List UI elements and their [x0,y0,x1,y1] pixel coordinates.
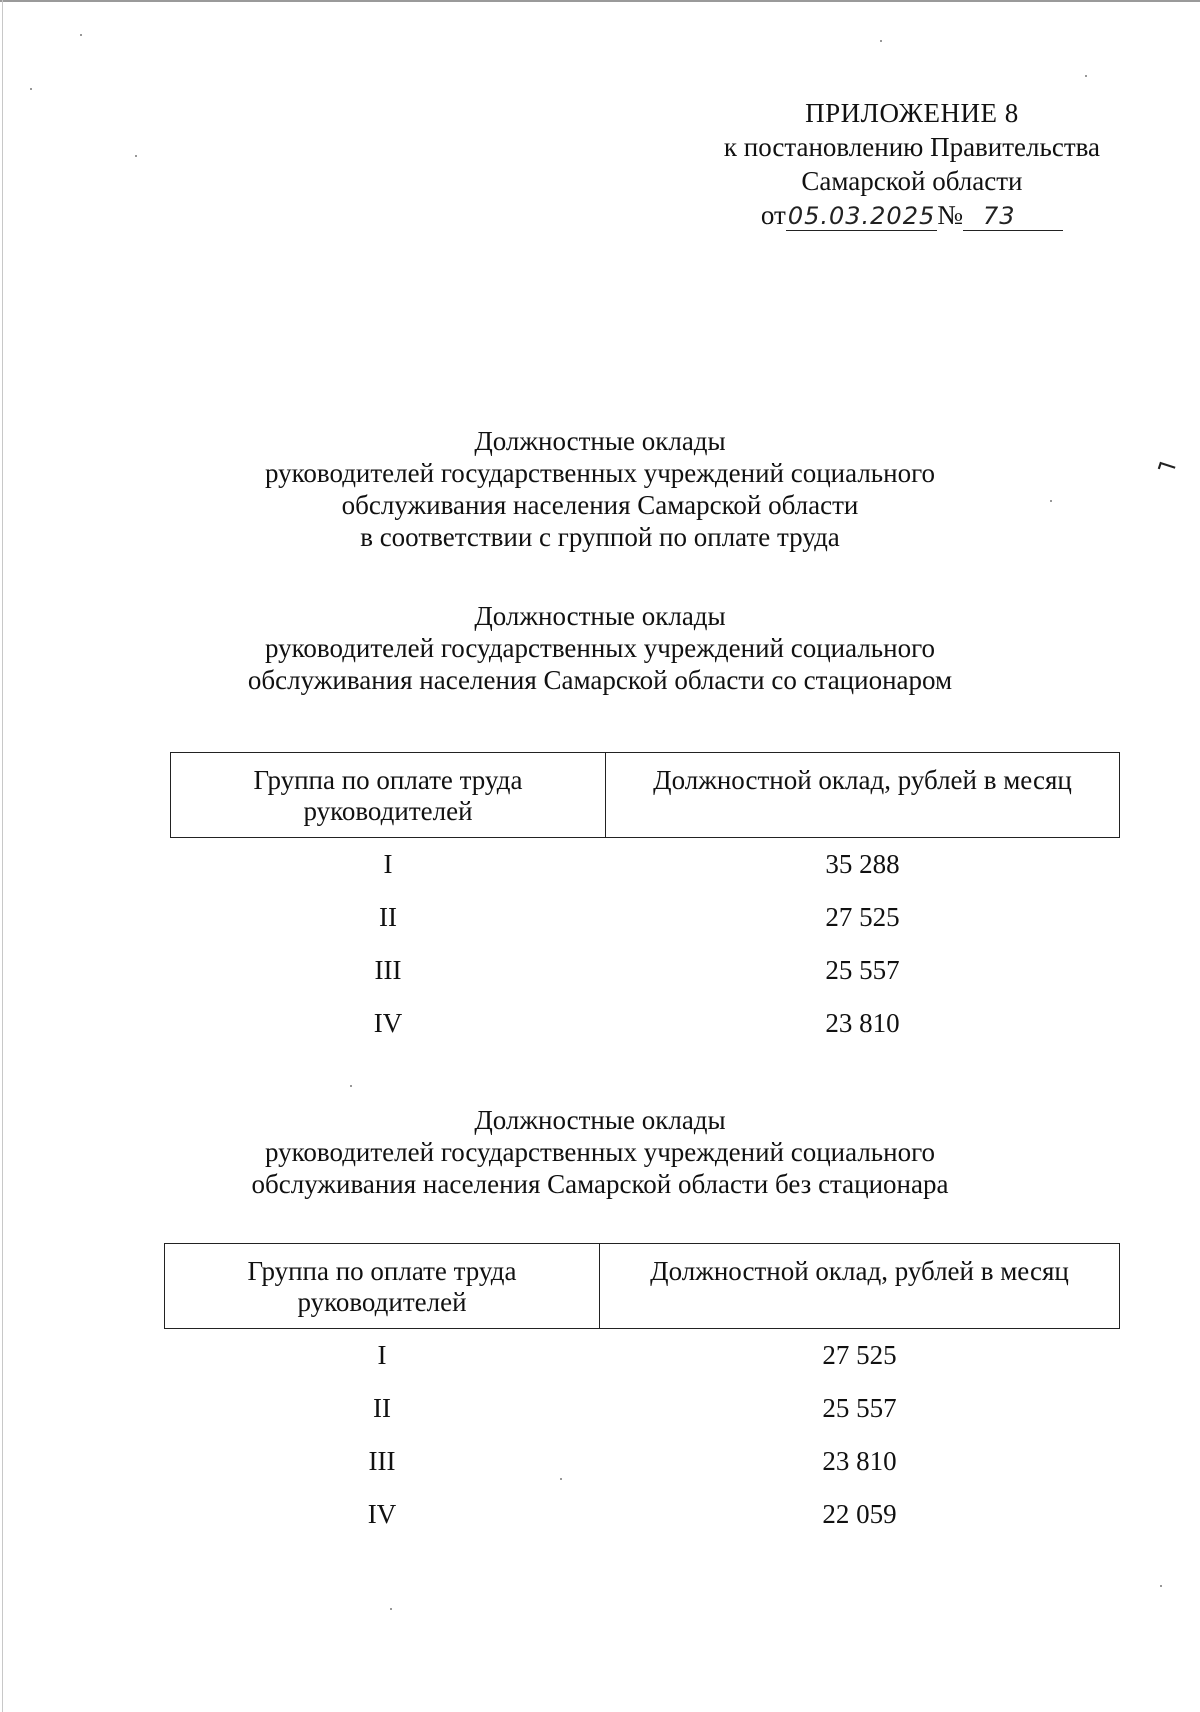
main-heading [0,425,1200,553]
main-heading-line-3: обслуживания населения Самарской области [341,490,859,520]
salary-table-without-inpatient [164,1243,1120,1541]
table-row [165,1488,1120,1541]
section2-heading-line-3: обслуживания населения Самарской области без стационара [251,1169,949,1199]
salary-cell: 25 557 [822,1393,897,1423]
scan-top-edge [0,0,1200,2]
column-header-group [165,1244,600,1329]
group-cell: I [383,849,393,879]
scan-speck [350,1085,352,1087]
column-header-salary: Должностной оклад, рублей в месяц [600,1244,1120,1329]
column-header-group-line-1: Группа по оплате труда [247,1256,517,1286]
scan-speck [1085,75,1087,77]
scan-speck [1160,1585,1162,1587]
appendix-line-region: Самарской области [801,166,1023,196]
section1-heading [0,600,1200,696]
scan-speck [80,34,82,36]
salary-cell: 22 059 [822,1499,897,1529]
table-row [171,944,1120,997]
main-heading-line-1: Должностные оклады [474,426,726,456]
group-cell: IV [367,1499,397,1529]
column-header-group-line-2: руководителей [297,1287,467,1317]
group-cell: IV [373,1008,403,1038]
salary-cell: 25 557 [825,955,900,985]
number-sign: № [937,200,963,230]
scan-speck [390,1608,392,1610]
scan-speck [30,88,32,90]
table-row [165,1329,1120,1383]
group-cell: III [374,955,402,985]
scan-speck [560,1478,562,1480]
section1-heading-line-2: руководителей государственных учреждений социального [265,633,935,663]
appendix-line-resolution: к постановлению Правительства [723,132,1100,162]
scan-speck [1050,500,1052,502]
salary-cell: 23 810 [822,1446,897,1476]
appendix-header [724,96,1100,232]
section2-heading [0,1104,1200,1200]
table-row [165,1382,1120,1435]
date-prefix: от [760,200,786,230]
pen-mark: ⌐ [1152,449,1183,485]
column-header-group-line-2: руководителей [303,796,473,826]
scan-left-edge [2,0,3,1712]
section2-heading-line-1: Должностные оклады [474,1105,726,1135]
salary-table-with-inpatient [170,752,1120,1050]
appendix-title: ПРИЛОЖЕНИЕ 8 [805,98,1019,128]
table-row [171,997,1120,1050]
salary-cell: 23 810 [825,1008,900,1038]
group-cell: II [379,902,397,932]
table-row [171,891,1120,944]
section1-heading-line-1: Должностные оклады [474,601,726,631]
handwritten-date: 05.03.2025 [787,202,936,230]
table-header-row [171,753,1120,838]
salary-cell: 27 525 [822,1340,897,1370]
table-header-row [165,1244,1120,1329]
main-heading-line-2: руководителей государственных учреждений социального [265,458,935,488]
handwritten-number: 73 [963,202,1063,231]
column-header-group [171,753,606,838]
group-cell: III [368,1446,396,1476]
group-cell: II [373,1393,391,1423]
scan-speck [135,155,137,157]
column-header-group-line-1: Группа по оплате труда [253,765,523,795]
appendix-date-line [724,198,1100,232]
table-row [171,838,1120,892]
column-header-salary: Должностной оклад, рублей в месяц [606,753,1120,838]
table-row [165,1435,1120,1488]
main-heading-line-4: в соответствии с группой по оплате труда [360,522,840,552]
section1-heading-line-3: обслуживания населения Самарской области со стационаром [247,665,953,695]
group-cell: I [377,1340,387,1370]
salary-cell: 35 288 [825,849,900,879]
section2-heading-line-2: руководителей государственных учреждений социального [265,1137,935,1167]
scan-speck [880,40,882,42]
salary-cell: 27 525 [825,902,900,932]
